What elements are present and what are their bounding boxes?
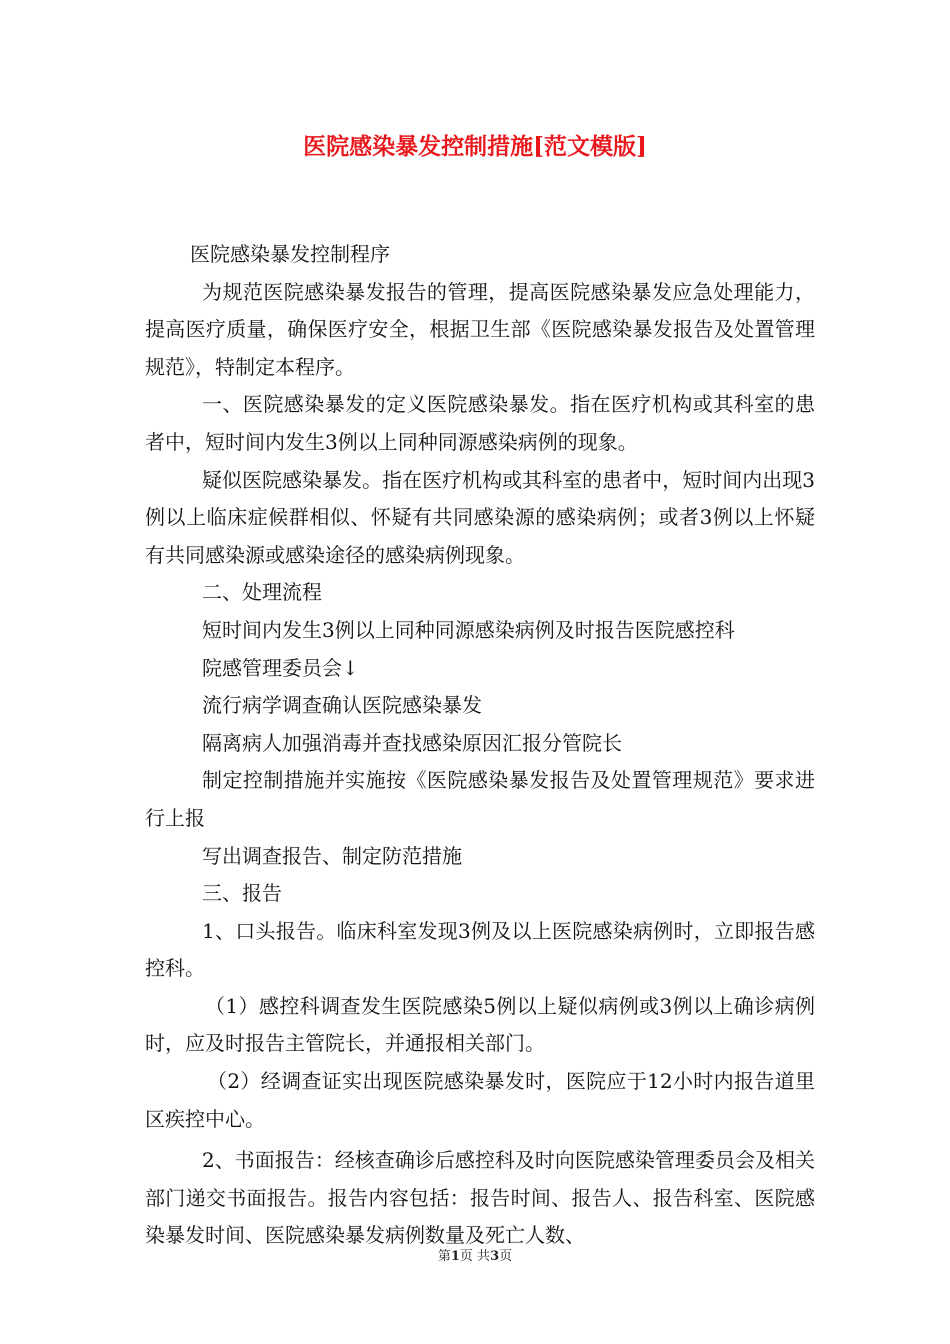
document-title: 医院感染暴发控制措施[范文模版] — [303, 133, 647, 160]
flow-step-5: 制定控制措施并实施按《医院感染暴发报告及处置管理规范》要求进行上报 — [145, 768, 815, 830]
footer-middle: 页 共 — [459, 1249, 491, 1264]
footer-suffix: 页 — [499, 1249, 513, 1264]
footer-page-number: 1 — [450, 1249, 460, 1264]
paragraph-definition: 一、医院感染暴发的定义医院感染暴发。指在医疗机构或其科室的患者中，短时间内发生3例以上同种同源感染病例的现象。 — [145, 392, 815, 454]
section-heading: 医院感染暴发控制程序 — [190, 242, 390, 266]
page-footer — [0, 1245, 950, 1264]
paragraph-suspected-outbreak: 疑似医院感染暴发。指在医疗机构或其科室的患者中，短时间内出现3例以上临床症候群相似、怀疑有共同感染源的感染病例；或者3例以上怀疑有共同感染源或感染途径的感染病例现象。 — [145, 467, 815, 567]
footer-prefix: 第 — [437, 1249, 451, 1264]
paragraph-report-item-1: （1）感控科调查发生医院感染5例以上疑似病例或3例以上确诊病例时，应及时报告主管院长，并通报相关部门。 — [145, 993, 815, 1056]
paragraph-report-item-2: （2）经调查证实出现医院感染暴发时，医院应于12小时内报告道里区疾控中心。 — [145, 1069, 815, 1131]
flow-step-4: 隔离病人加强消毒并查找感染原因汇报分管院长 — [202, 730, 622, 755]
paragraph-written-report: 2、书面报告：经核查确诊后感控科及时向医院感染管理委员会及相关部门递交书面报告。报告内容包括：报告时间、报告人、报告科室、医院感染暴发时间、医院感染暴发病例数量及死亡人数、 — [145, 1148, 815, 1248]
paragraph-oral-report: 1、口头报告。临床科室发现3例及以上医院感染病例时，立即报告感控科。 — [145, 918, 815, 981]
heading-report: 三、报告 — [202, 881, 282, 906]
flow-step-2: 院感管理委员会↓ — [202, 655, 359, 680]
heading-process-flow: 二、处理流程 — [202, 580, 322, 605]
flow-step-1: 短时间内发生3例以上同种同源感染病例及时报告医院感控科 — [202, 617, 735, 642]
flow-step-3: 流行病学调查确认医院感染暴发 — [202, 693, 482, 718]
flow-step-6: 写出调查报告、制定防范措施 — [202, 843, 462, 868]
document-body — [145, 236, 815, 1255]
paragraph-intro: 为规范医院感染暴发报告的管理，提高医院感染暴发应急处理能力，提高医疗质量，确保医疗安全，根据卫生部《医院感染暴发报告及处置管理规范》，特制定本程序。 — [145, 279, 815, 379]
footer-total-pages: 3 — [490, 1249, 500, 1264]
